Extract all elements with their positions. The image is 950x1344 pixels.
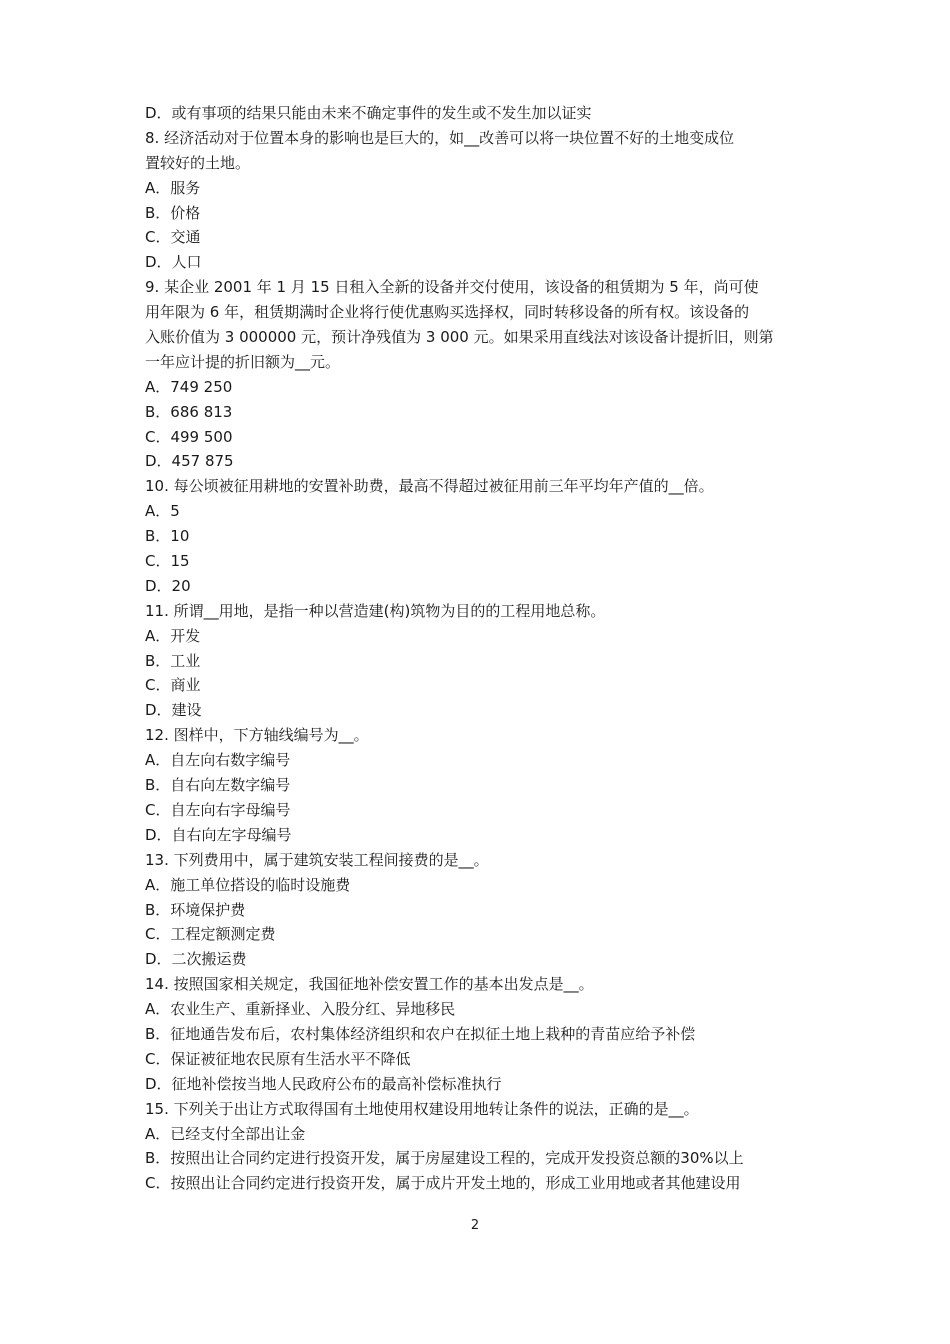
question-14-text: 14. 按照国家相关规定，我国征地补偿安置工作的基本出发点是__。 — [145, 975, 594, 994]
question-14-option-d: D．征地补偿按当地人民政府公布的最高补偿标准执行 — [145, 1074, 502, 1093]
question-10-option-a: A．5 — [145, 502, 180, 521]
question-15-option-b: B．按照出让合同约定进行投资开发，属于房屋建设工程的，完成开发投资总额的30%以上 — [145, 1149, 744, 1168]
question-9-option-b: B．686 813 — [145, 402, 233, 421]
question-13-option-c: C．工程定额测定费 — [145, 925, 276, 944]
document-body — [145, 101, 813, 1196]
question-8-text: 8. 经济活动对于位置本身的影响也是巨大的，如__改善可以将一块位置不好的土地变成位 — [145, 128, 735, 147]
question-8-option-c: C．交通 — [145, 228, 201, 247]
question-15-option-a: A．已经支付全部出让金 — [145, 1124, 306, 1143]
question-8-option-d: D．人口 — [145, 253, 202, 272]
question-14-option-b: B．征地通告发布后，农村集体经济组织和农户在拟征土地上栽种的青苗应给予补偿 — [145, 1024, 696, 1043]
question-9-option-d: D．457 875 — [145, 452, 234, 471]
question-10-option-b: B．10 — [145, 527, 190, 546]
question-12-option-b: B．自右向左数字编号 — [145, 776, 291, 795]
question-11-option-d: D．建设 — [145, 701, 202, 720]
question-8-option-a: A．服务 — [145, 178, 201, 197]
question-13-option-a: A．施工单位搭设的临时设施费 — [145, 875, 351, 894]
question-14-option-c: C．保证被征地农民原有生活水平不降低 — [145, 1049, 411, 1068]
question-11-option-b: B．工业 — [145, 651, 201, 670]
question-10-text: 10. 每公顷被征用耕地的安置补助费，最高不得超过被征用前三年平均年产值的__倍。 — [145, 477, 714, 496]
question-9-text-cont-1: 用年限为 6 年，租赁期满时企业将行使优惠购买选择权，同时转移设备的所有权。该设备的 — [145, 303, 750, 322]
question-15-text: 15. 下列关于出让方式取得国有土地使用权建设用地转让条件的说法，正确的是__。 — [145, 1099, 699, 1118]
question-9-text-cont-2: 入账价值为 3 000000 元，预计净残值为 3 000 元。如果采用直线法对该设备计提折旧，则第 — [145, 328, 774, 347]
question-12-text: 12. 图样中，下方轴线编号为__。 — [145, 726, 369, 745]
question-13-option-d: D．二次搬运费 — [145, 950, 247, 969]
question-10-option-c: C．15 — [145, 552, 190, 571]
question-13-text: 13. 下列费用中，属于建筑安装工程间接费的是__。 — [145, 850, 489, 869]
question-14-option-a: A．农业生产、重新择业、入股分红、异地移民 — [145, 1000, 456, 1019]
question-15-option-c: C．按照出让合同约定进行投资开发，属于成片开发土地的，形成工业用地或者其他建设用 — [145, 1174, 741, 1193]
question-12-option-c: C．自左向右字母编号 — [145, 800, 291, 819]
question-9-option-c: C．499 500 — [145, 427, 233, 446]
question-12-option-d: D．自右向左字母编号 — [145, 825, 292, 844]
question-9-text: 9. 某企业 2001 年 1 月 15 日租入全新的设备并交付使用，该设备的租赁期为 5 年，尚可使 — [145, 278, 759, 297]
question-13-option-b: B．环境保护费 — [145, 900, 246, 919]
question-9-text-cont-3: 一年应计提的折旧额为__元。 — [145, 352, 341, 371]
question-10-option-d: D．20 — [145, 576, 191, 595]
question-8-option-b: B．价格 — [145, 203, 201, 222]
question-9-option-a: A．749 250 — [145, 377, 233, 396]
page-number: 2 — [470, 1218, 480, 1233]
question-11-option-a: A．开发 — [145, 626, 201, 645]
question-12-option-a: A．自左向右数字编号 — [145, 751, 291, 770]
question-11-option-c: C．商业 — [145, 676, 201, 695]
question-11-text: 11. 所谓__用地，是指一种以营造建(构)筑物为目的的工程用地总称。 — [145, 601, 606, 620]
text-line-option-d: D．或有事项的结果只能由未来不确定事件的发生或不发生加以证实 — [145, 104, 592, 122]
question-8-text-cont: 置较好的土地。 — [145, 153, 251, 172]
